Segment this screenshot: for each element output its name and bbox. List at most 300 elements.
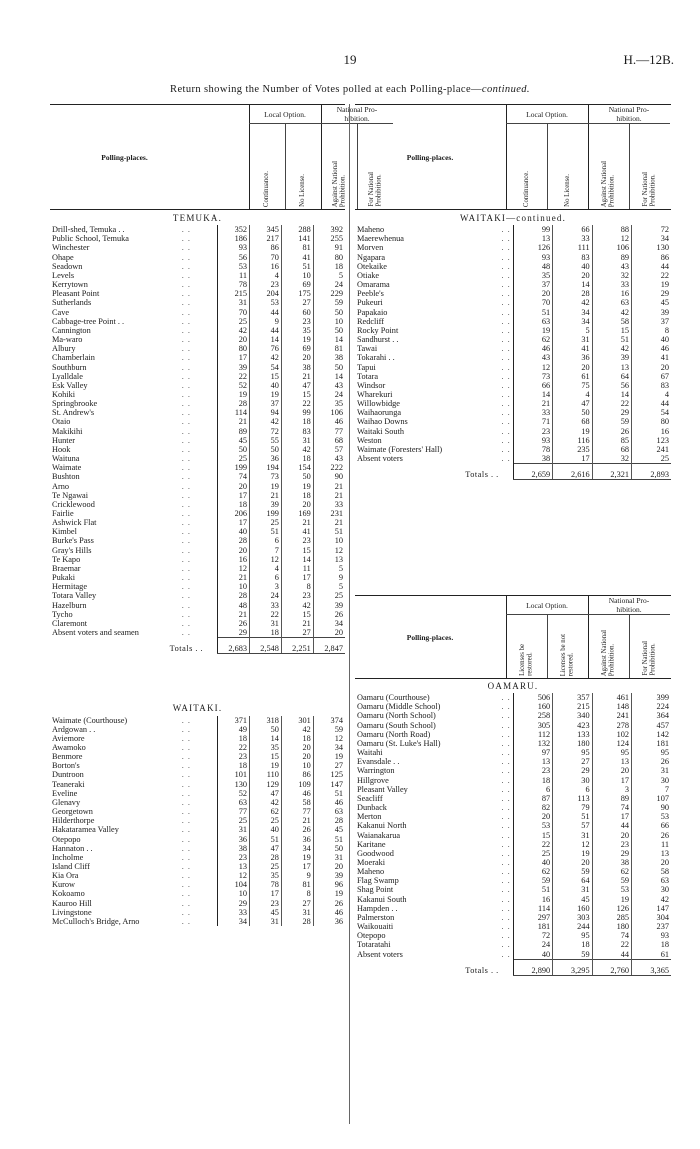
for-value: 80 xyxy=(313,253,345,262)
leader-dots: . . xyxy=(501,435,511,445)
leader-dots: . . xyxy=(181,280,191,290)
table-row xyxy=(50,889,345,898)
leader-dots: . . xyxy=(501,225,511,235)
no-license-value: 79 xyxy=(553,803,592,812)
table-row xyxy=(355,922,671,931)
continuance-value: 20 xyxy=(218,546,250,555)
table-row xyxy=(50,234,345,243)
polling-place-name: Ma-waro xyxy=(52,335,83,345)
continuance-value: 26 xyxy=(218,619,250,628)
table-row xyxy=(50,317,345,326)
no-license-value: 14 xyxy=(553,280,592,289)
polling-place-name: Totaratahi xyxy=(357,940,391,950)
against-value: 59 xyxy=(592,876,631,885)
for-value: 13 xyxy=(632,849,671,858)
polling-place-name: Sutherlands xyxy=(52,298,92,308)
table-row xyxy=(50,582,345,591)
no-license-value: 73 xyxy=(250,472,282,481)
against-value: 44 xyxy=(592,950,631,960)
leader-dots: . . xyxy=(501,399,511,409)
leader-dots: . . xyxy=(501,702,511,712)
against-value: 288 xyxy=(281,225,313,234)
polling-place-name: Springbrooke xyxy=(52,399,98,409)
polling-place-name: Willowbidge xyxy=(357,399,400,409)
against-value: 126 xyxy=(592,904,631,913)
leader-dots: . . xyxy=(501,857,511,867)
against-value: 60 xyxy=(281,308,313,317)
table-row xyxy=(50,601,345,610)
leader-dots: . . xyxy=(181,408,191,418)
section-heading-row xyxy=(355,679,671,693)
polling-place-name: Kakanui South xyxy=(357,894,407,904)
polling-place-name: Warrington xyxy=(357,766,395,776)
left-results-table xyxy=(50,210,345,926)
for-value: 24 xyxy=(313,390,345,399)
polling-place-name: Dunback xyxy=(357,803,387,813)
polling-place-name: Hillgrove xyxy=(357,775,389,785)
against-value: 21 xyxy=(281,619,313,628)
against-value: 81 xyxy=(281,880,313,889)
no-license-value: 68 xyxy=(553,417,592,426)
continuance-value: 52 xyxy=(218,381,250,390)
table-row xyxy=(50,289,345,298)
against-value: 154 xyxy=(281,463,313,472)
continuance-value: 29 xyxy=(218,628,250,638)
table-row xyxy=(50,408,345,417)
leader-dots: . . xyxy=(181,399,191,409)
no-license-value: 4 xyxy=(250,564,282,573)
leader-dots: . . xyxy=(501,280,511,290)
polling-place-name: Oamaru (South School) xyxy=(357,720,436,730)
table-row xyxy=(50,908,345,917)
continuance-value: 71 xyxy=(513,417,552,426)
polling-place-name: Peeble's xyxy=(357,289,384,299)
leader-dots: . . xyxy=(181,344,191,354)
polling-place-name: Hampden . . xyxy=(357,903,398,913)
continuance-value: 38 xyxy=(218,844,250,853)
table-row xyxy=(355,757,671,766)
table-row xyxy=(355,849,671,858)
for-value: 399 xyxy=(632,693,671,702)
polling-place-name: Esk Valley xyxy=(52,380,88,390)
no-license-value: 18 xyxy=(553,940,592,949)
continuance-value: 74 xyxy=(218,472,250,481)
leader-dots: . . xyxy=(181,270,191,280)
for-value: 45 xyxy=(632,298,671,307)
against-value: 20 xyxy=(592,831,631,840)
against-value: 62 xyxy=(592,867,631,876)
no-license-value: 36 xyxy=(250,454,282,463)
no-license-value: 40 xyxy=(250,825,282,834)
for-value: 231 xyxy=(313,509,345,518)
continuance-value: 25 xyxy=(513,849,552,858)
polling-place-name: Palmerston xyxy=(357,912,395,922)
no-license-value: 20 xyxy=(553,271,592,280)
continuance-value: 21 xyxy=(218,573,250,582)
total-value: 2,251 xyxy=(281,638,313,654)
polling-place-name: Livingstone xyxy=(52,907,92,917)
for-value: 12 xyxy=(313,734,345,743)
no-license-value: 34 xyxy=(553,308,592,317)
leader-dots: . . xyxy=(181,871,191,881)
continuance-value: 112 xyxy=(513,730,552,739)
table-row xyxy=(355,702,671,711)
no-license-value: 4 xyxy=(250,271,282,280)
licenses-restored-heading: Licenses be restored. xyxy=(519,644,534,676)
no-license-value: 34 xyxy=(553,317,592,326)
polling-place-name: Waitaki South xyxy=(357,426,405,436)
leader-dots: . . xyxy=(181,788,191,798)
against-value: 175 xyxy=(281,289,313,298)
continuance-value: 48 xyxy=(513,262,552,271)
for-value: 147 xyxy=(632,904,671,913)
leader-dots: . . xyxy=(501,912,511,922)
continuance-value: 78 xyxy=(218,280,250,289)
against-value: 21 xyxy=(281,518,313,527)
against-value: 18 xyxy=(281,734,313,743)
for-value: 68 xyxy=(313,436,345,445)
page-number: 19 xyxy=(343,52,357,67)
polling-place-name: Fairlie xyxy=(52,509,74,518)
leader-dots: . . xyxy=(501,234,511,244)
leader-dots: . . xyxy=(501,344,511,354)
leader-dots: . . xyxy=(501,903,511,913)
for-value: 43 xyxy=(313,454,345,463)
leader-dots: . . xyxy=(501,848,511,858)
leader-dots: . . xyxy=(501,839,511,849)
leader-dots: . . xyxy=(501,940,511,950)
table-row xyxy=(355,363,671,372)
against-value: 99 xyxy=(281,408,313,417)
for-value: 24 xyxy=(313,280,345,289)
against-value: 21 xyxy=(281,372,313,381)
leader-dots: . . xyxy=(501,325,511,335)
continuance-value: 22 xyxy=(513,840,552,849)
table-row xyxy=(355,895,671,904)
continuance-value: 70 xyxy=(513,298,552,307)
against-national-prohibition-heading: Against National Prohibition. xyxy=(601,160,616,207)
totals-row xyxy=(50,638,345,654)
table-row xyxy=(355,326,671,335)
against-value: 36 xyxy=(281,835,313,844)
polling-place-name: Kimbel xyxy=(52,527,77,537)
against-value: 39 xyxy=(592,353,631,362)
against-value: 241 xyxy=(592,711,631,720)
polling-place-name: Redcliff xyxy=(357,316,385,326)
polling-place-name: Omarama xyxy=(357,280,390,290)
for-value: 30 xyxy=(632,776,671,785)
polling-place-name: Lyalldale xyxy=(52,371,83,381)
for-value: 54 xyxy=(632,408,671,417)
polling-place-name: Absent voters xyxy=(357,949,403,959)
leader-dots: . . xyxy=(501,316,511,326)
polling-place-name: Otepopo xyxy=(52,834,81,844)
continuance-value: 13 xyxy=(218,862,250,871)
polling-place-name: Kia Ora xyxy=(52,871,79,881)
table-row xyxy=(50,743,345,752)
polling-place-name: Winchester xyxy=(52,243,90,253)
polling-place-name: Cannington xyxy=(52,325,91,335)
for-value: 123 xyxy=(632,436,671,445)
no-license-value: 23 xyxy=(250,899,282,908)
no-license-value: 35 xyxy=(250,743,282,752)
no-license-value: 21 xyxy=(250,491,282,500)
for-value: 50 xyxy=(313,363,345,372)
leader-dots: . . xyxy=(501,444,511,454)
for-value: 26 xyxy=(632,757,671,766)
table-row xyxy=(50,399,345,408)
for-value: 125 xyxy=(313,770,345,779)
leader-dots: . . xyxy=(181,234,191,244)
table-row xyxy=(50,546,345,555)
spacer-cell xyxy=(50,654,345,701)
for-value: 36 xyxy=(313,917,345,926)
leader-dots: . . xyxy=(181,454,191,464)
polling-place-name: Rocky Point xyxy=(357,325,399,335)
against-value: 20 xyxy=(592,766,631,775)
table-row xyxy=(50,344,345,353)
polling-place-name: Otiake xyxy=(357,270,380,280)
for-value: 26 xyxy=(632,831,671,840)
continuance-value: 87 xyxy=(513,794,552,803)
table-row xyxy=(355,739,671,748)
table-row xyxy=(355,317,671,326)
polling-place-name: Duntroon xyxy=(52,770,84,780)
leader-dots: . . xyxy=(501,757,511,767)
continuance-value: 33 xyxy=(513,408,552,417)
continuance-value: 20 xyxy=(218,335,250,344)
continuance-value: 371 xyxy=(218,716,250,725)
against-value: 13 xyxy=(592,757,631,766)
polling-place-name: Seadown xyxy=(52,261,83,271)
polling-place-name: Maheno xyxy=(357,225,385,235)
continuance-value: 29 xyxy=(218,899,250,908)
table-row xyxy=(50,509,345,518)
polling-place-name: Cabbage-tree Point . . xyxy=(52,316,125,326)
oamaru-table xyxy=(355,679,671,976)
leader-dots: . . xyxy=(181,582,191,592)
for-value: 14 xyxy=(313,372,345,381)
no-license-value: 59 xyxy=(553,950,592,960)
for-value: 304 xyxy=(632,913,671,922)
no-license-value: 116 xyxy=(553,436,592,445)
against-value: 63 xyxy=(592,298,631,307)
total-value: 2,683 xyxy=(218,638,250,654)
continuance-value: 22 xyxy=(218,743,250,752)
polling-place-name: Borton's xyxy=(52,761,80,771)
leader-dots: . . xyxy=(501,408,511,418)
continuance-value: 99 xyxy=(513,225,552,234)
no-license-value: 66 xyxy=(553,225,592,234)
table-row xyxy=(355,243,671,252)
continuance-value: 40 xyxy=(513,858,552,867)
no-license-value: 24 xyxy=(250,591,282,600)
continuance-value: 23 xyxy=(218,752,250,761)
for-value: 107 xyxy=(632,794,671,803)
polling-place-name: Totara xyxy=(357,371,379,381)
continuance-value: 13 xyxy=(513,757,552,766)
polling-place-name: Otepopo xyxy=(357,931,386,941)
polling-place-name: McCulloch's Bridge, Arno xyxy=(52,916,140,926)
polling-place-name: Tycho xyxy=(52,609,73,619)
no-license-value: 20 xyxy=(553,363,592,372)
leader-dots: . . xyxy=(501,693,511,703)
against-value: 180 xyxy=(592,922,631,931)
table-row xyxy=(50,917,345,926)
no-license-value: 6 xyxy=(250,536,282,545)
continuance-value: 93 xyxy=(513,253,552,262)
against-value: 285 xyxy=(592,913,631,922)
polling-place-name: Tapui xyxy=(357,362,376,372)
table-row xyxy=(355,730,671,739)
continuance-value: 56 xyxy=(218,253,250,262)
for-value: 58 xyxy=(632,867,671,876)
continuance-value: 53 xyxy=(513,821,552,830)
no-license-heading: No License. xyxy=(563,174,571,207)
leader-dots: . . xyxy=(181,325,191,335)
continuance-value: 82 xyxy=(513,803,552,812)
for-value: 5 xyxy=(313,271,345,280)
for-value: 29 xyxy=(632,289,671,298)
table-row xyxy=(50,761,345,770)
for-value: 66 xyxy=(632,821,671,830)
no-license-value: 17 xyxy=(553,454,592,464)
no-license-value: 28 xyxy=(553,289,592,298)
leader-dots: . . xyxy=(181,509,191,518)
against-value: 27 xyxy=(281,628,313,638)
against-value: 89 xyxy=(592,253,631,262)
against-value: 32 xyxy=(592,454,631,464)
against-value: 33 xyxy=(592,280,631,289)
polling-place-name: Waimate xyxy=(52,463,82,473)
leader-dots: . . xyxy=(501,243,511,253)
polling-place-name: Te Ngawai xyxy=(52,490,89,500)
for-value: 21 xyxy=(313,491,345,500)
for-value: 46 xyxy=(313,798,345,807)
against-value: 20 xyxy=(281,752,313,761)
for-value: 21 xyxy=(313,482,345,491)
for-value: 392 xyxy=(313,225,345,234)
no-license-value: 22 xyxy=(250,610,282,619)
no-license-value: 28 xyxy=(250,853,282,862)
for-value: 10 xyxy=(313,536,345,545)
table-row xyxy=(355,693,671,702)
continuance-value: 66 xyxy=(513,381,552,390)
leader-dots: . . xyxy=(501,793,511,803)
for-value: 7 xyxy=(632,785,671,794)
table-row xyxy=(50,789,345,798)
continuance-value: 17 xyxy=(218,491,250,500)
against-value: 32 xyxy=(592,271,631,280)
polling-place-name: Karitane xyxy=(357,839,386,849)
no-license-value: 62 xyxy=(250,807,282,816)
table-row xyxy=(355,766,671,775)
table-row xyxy=(355,831,671,840)
leader-dots: . . xyxy=(181,380,191,390)
against-value: 14 xyxy=(281,555,313,564)
continuance-value: 28 xyxy=(218,399,250,408)
continuance-value: 17 xyxy=(218,353,250,362)
against-value: 19 xyxy=(281,335,313,344)
continuance-value: 13 xyxy=(513,234,552,243)
for-value: 83 xyxy=(632,381,671,390)
for-value: 59 xyxy=(313,725,345,734)
leader-dots: . . xyxy=(181,761,191,771)
leader-dots: . . xyxy=(501,389,511,399)
against-value: 3 xyxy=(592,785,631,794)
oamaru-table-header xyxy=(355,595,671,679)
leader-dots: . . xyxy=(181,527,191,537)
continuance-value: 25 xyxy=(218,816,250,825)
polling-place-name: Oamaru (Middle School) xyxy=(357,702,441,712)
against-value: 22 xyxy=(592,399,631,408)
table-row xyxy=(355,454,671,464)
continuance-value: 40 xyxy=(513,950,552,960)
leader-dots: . . xyxy=(181,834,191,844)
continuance-value: 70 xyxy=(218,308,250,317)
for-value: 50 xyxy=(313,326,345,335)
continuance-value: 130 xyxy=(218,780,250,789)
no-license-value: 31 xyxy=(553,335,592,344)
continuance-value: 93 xyxy=(513,436,552,445)
polling-place-name: Tawai xyxy=(357,344,378,354)
table-row xyxy=(355,353,671,362)
local-option-heading: Local Option. xyxy=(506,105,588,124)
against-value: 47 xyxy=(281,381,313,390)
polling-place-name: Oamaru (North Road) xyxy=(357,729,431,739)
continuance-value: 305 xyxy=(513,721,552,730)
table-row xyxy=(355,399,671,408)
against-value: 23 xyxy=(281,591,313,600)
against-value: 12 xyxy=(592,234,631,243)
no-license-value: 244 xyxy=(553,922,592,931)
for-value: 26 xyxy=(313,610,345,619)
polling-place-name: Maerewhenua xyxy=(357,234,404,244)
polling-place-name: Benmore xyxy=(52,752,83,762)
leader-dots: . . xyxy=(181,742,191,752)
against-value: 69 xyxy=(281,344,313,353)
for-value: 222 xyxy=(313,463,345,472)
against-value: 13 xyxy=(592,363,631,372)
against-value: 15 xyxy=(281,390,313,399)
against-value: 27 xyxy=(281,298,313,307)
for-value: 457 xyxy=(632,721,671,730)
table-row xyxy=(50,243,345,252)
leader-dots: . . xyxy=(181,435,191,445)
leader-dots: . . xyxy=(181,536,191,546)
no-license-value: 180 xyxy=(553,739,592,748)
totals-label: Totals . . xyxy=(465,965,499,975)
no-license-value: 204 xyxy=(250,289,282,298)
no-license-value: 25 xyxy=(250,862,282,871)
against-value: 85 xyxy=(592,436,631,445)
table-row xyxy=(50,445,345,454)
local-option-heading: Local Option. xyxy=(506,596,588,615)
against-value: 56 xyxy=(592,381,631,390)
table-row xyxy=(50,472,345,481)
no-license-value: 40 xyxy=(553,262,592,271)
no-license-value: 45 xyxy=(250,908,282,917)
table-row xyxy=(355,262,671,271)
for-value: 80 xyxy=(632,417,671,426)
for-value: 25 xyxy=(313,591,345,600)
table-row xyxy=(355,904,671,913)
table-row xyxy=(355,940,671,949)
against-value: 38 xyxy=(281,363,313,372)
table-row xyxy=(355,913,671,922)
leader-dots: . . xyxy=(181,779,191,789)
against-value: 148 xyxy=(592,702,631,711)
